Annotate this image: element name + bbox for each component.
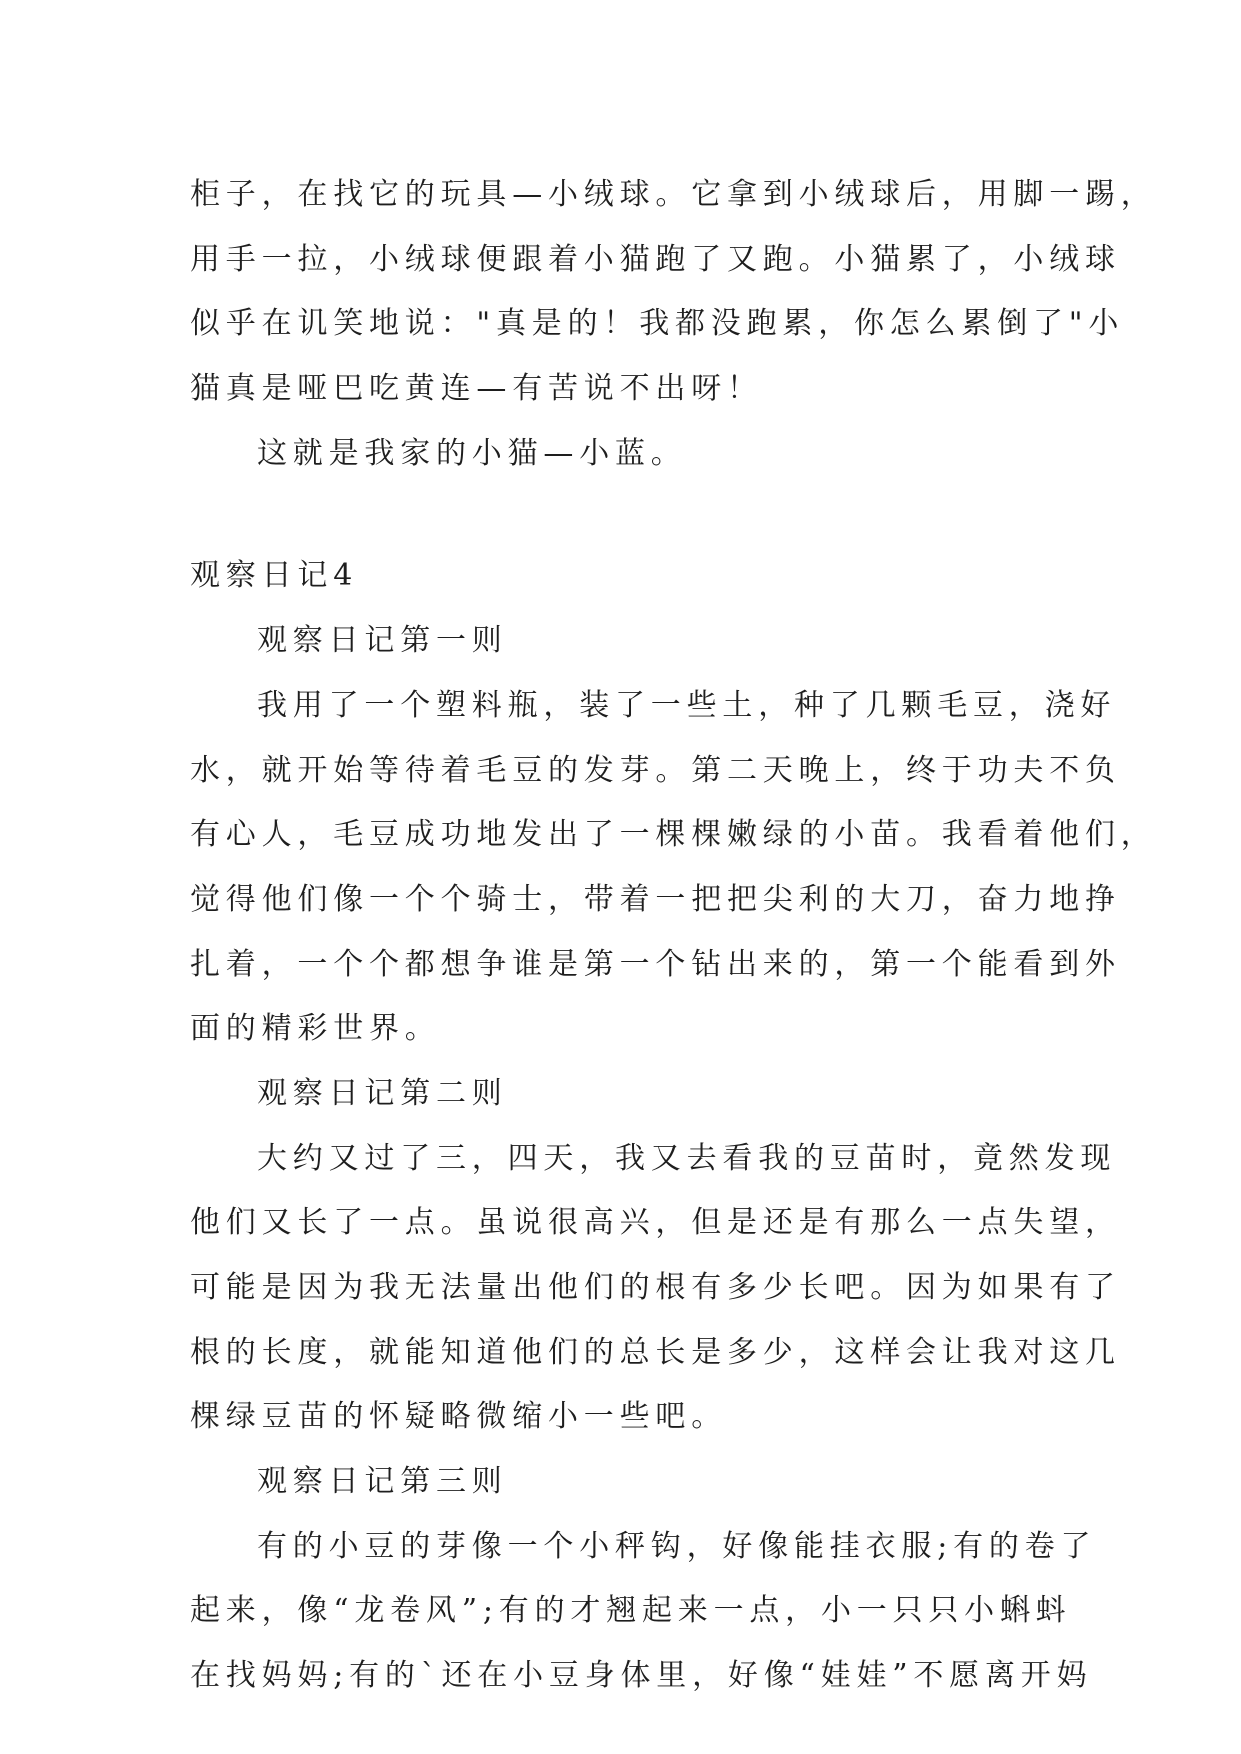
section-gap	[190, 486, 1070, 544]
text-line: 水，就开始等待着毛豆的发芽。第二天晚上，终于功夫不负	[190, 752, 1121, 788]
entry-heading: 观察日记第一则	[257, 623, 508, 659]
text-line: 起来，像“龙卷风”;有的才翘起来一点，小一只只小蝌蚪	[190, 1593, 1072, 1629]
text-line: 我用了一个塑料瓶，装了一些土，种了几颗毛豆，浇好	[257, 687, 1117, 723]
text-line: 似乎在讥笑地说："真是的！我都没跑累，你怎么累倒了"小	[190, 306, 1125, 342]
text-line: 用手一拉，小绒球便跟着小猫跑了又跑。小猫累了，小绒球	[190, 241, 1121, 277]
text-line: 柜子，在找它的玩具—小绒球。它拿到小绒球后，用脚一踢，	[190, 177, 1157, 212]
text-line: 大约又过了三，四天，我又去看我的豆苗时，竟然发现	[257, 1140, 1117, 1176]
text-line: 有的小豆的芽像一个小秤钩，好像能挂衣服;有的卷了	[257, 1528, 1097, 1564]
entry-heading: 观察日记第二则	[257, 1075, 508, 1111]
section-title: 观察日记4	[190, 558, 359, 594]
text-line: 可能是因为我无法量出他们的根有多少长吧。因为如果有了	[190, 1270, 1121, 1305]
entry-heading: 观察日记第三则	[257, 1464, 508, 1500]
text-line: 面的精彩世界。	[190, 1011, 441, 1047]
closing-line: 这就是我家的小猫—小蓝。	[257, 435, 687, 471]
text-line: 棵绿豆苗的怀疑略微缩小一些吧。	[190, 1399, 727, 1435]
text-line: 扎着，一个个都想争谁是第一个钻出来的，第一个能看到外	[190, 946, 1121, 982]
document-body	[190, 163, 1157, 1709]
text-line: 他们又长了一点。虽说很高兴，但是还是有那么一点失望，	[190, 1205, 1121, 1241]
text-line: 在找妈妈;有的`还在小豆身体里，好像“娃娃”不愿离开妈	[190, 1658, 1093, 1694]
text-line: 根的长度，就能知道他们的总长是多少，这样会让我对这几	[190, 1334, 1121, 1370]
text-line: 猫真是哑巴吃黄连—有苦说不出呀！	[190, 371, 763, 407]
text-line: 觉得他们像一个个骑士，带着一把把尖利的大刀，奋力地挣	[190, 881, 1121, 917]
text-line: 有心人，毛豆成功地发出了一棵棵嫩绿的小苗。我看着他们，	[190, 817, 1157, 853]
